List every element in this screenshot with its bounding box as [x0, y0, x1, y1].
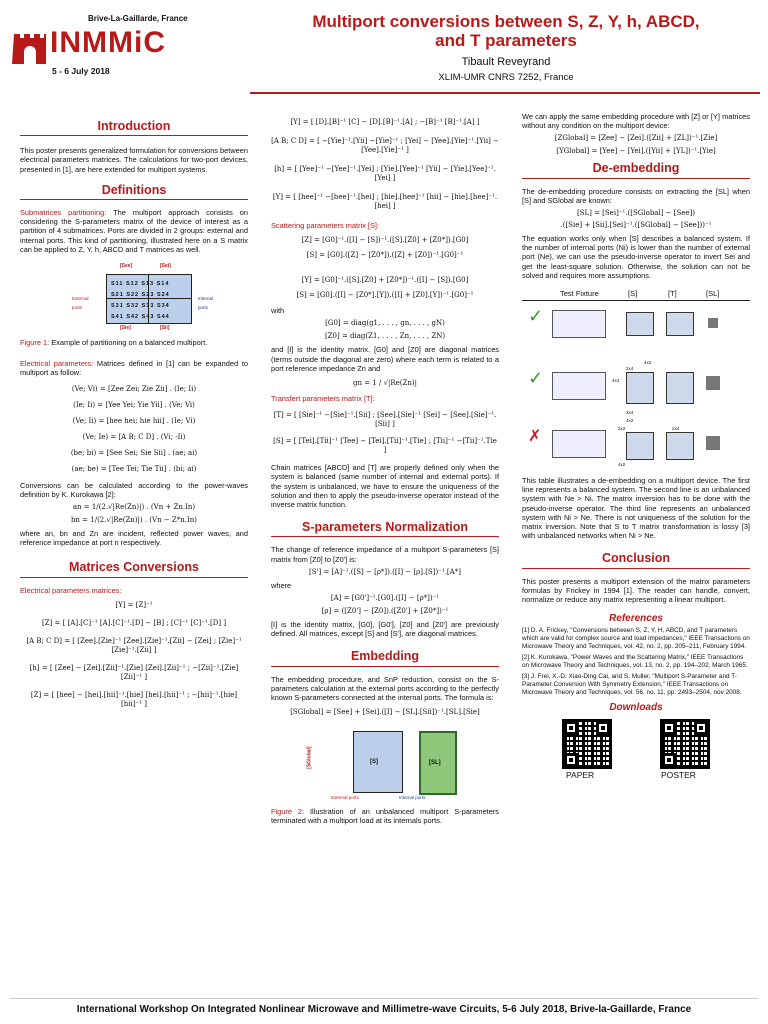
- electrical-text: Matrices defined in [1] can be expanded to multiport as follow:: [20, 359, 248, 378]
- fig1-label: Figure 1:: [20, 338, 50, 348]
- eq-abcd-from-y: [A B; C D] = [ −[Yie]⁻¹.[Yii] −[Yie]⁻¹ ; [Yei] − [Yee].[Yie]⁻¹.[Yii] −[Yee].[Yie]⁻¹ ]: [271, 137, 499, 154]
- section-rule: [20, 577, 248, 578]
- definition-equations: [20, 385, 248, 474]
- scattering-equations: [271, 236, 499, 300]
- poster-qr-code[interactable]: [660, 719, 710, 769]
- references-list: [522, 627, 750, 697]
- references-heading: References: [609, 613, 663, 625]
- with-equations: [271, 319, 499, 341]
- eq-bn: bn = 1/(2.√|Re(Zn)|) . (Vn − Z*n.In): [70, 516, 198, 525]
- table-text: This table illustrates a de-embedding on a multiport device. The first line represents a balanced system. The second line is an unbalanced system with Ne > Ni. The matrix inversion has to be done with the pseudo-inverse operator. The third line represents an unbalanced system with Ni > Ne. There is not uniqueness of the solution for the matrix inversion. Note that S to T matrix transformation is lossy [3] with unbalanced networks when Ni > Ne.: [522, 476, 750, 541]
- deembedding-equations: [522, 209, 750, 230]
- row1-fixture: [552, 310, 606, 338]
- conclusion-text: This poster presents a multiport extension of the matrix parameters formulas by Frickey in 1994 [1]. The reader can handle, convert, normalize or reduce any matrix representing a linear multiport.: [522, 576, 750, 605]
- header-rule: [250, 92, 760, 94]
- footer-rule: [10, 998, 758, 999]
- fig2-s-label: [S]: [370, 759, 378, 766]
- logo-dates: 5 - 6 July 2018: [52, 66, 110, 76]
- affiliation: XLIM-UMR CNRS 7252, France: [438, 72, 574, 83]
- eq-abcd-from-z: [A B; C D] = [ [Zee].[Zie]⁻¹ [Zee].[Zie]⁻¹.[Zii] − [Zei] ; [Zie]⁻¹ [Zie]⁻¹.[Zii] ]: [26, 636, 242, 654]
- author: Tibault Reveyrand: [461, 56, 551, 68]
- figure-2: [271, 723, 499, 801]
- dim-4x4: 4x4: [612, 378, 620, 384]
- eq-an: an = 1/(2.√|Re(Zn)|) . (Vn + Zn.In): [72, 503, 196, 512]
- deembedding-after: The equation works only when [S] describes a balanced system. If the number of internal ports (Ni) is lower than the number of external port (Ne), we can use the pseudo-inverse operator to invert Sei and get the least-square solution. Otherwise, the solution can not be solved and requires more assumptions.: [522, 234, 750, 280]
- figure-2-caption: [271, 807, 499, 825]
- eq-rho: [ρ] = ([Z0'] − [Z0]).([Z0'] + [Z0*])⁻¹: [321, 607, 449, 616]
- section-heading-definitions: Definitions: [101, 182, 167, 197]
- eq-abcd: (Ve; Ie) = [A B; C D] . (Vi; -Ii): [82, 432, 186, 441]
- chain-text: Chain matrices [ABCD] and [T] are properly defined only when the system is balanced (same number of internal and external ports). If the system is unbalanced, we have to ensure the uniqueness of the solution and then to apply the pseudo-inverse operator instead of the inverse matrix function.: [271, 463, 499, 510]
- introduction-text: This poster presents generalized formulation for conversions between electrical parameters matrices. The calculations for two-port devices, presented in [1], are here extended for multiport systems.: [20, 146, 248, 174]
- footer-text: International Workshop On Integrated Nonlinear Microwave and Millimetre-wave Circuits, 5-6 July 2018, Brive-la-Gaillarde, France: [76, 1004, 692, 1015]
- section-rule: [522, 568, 750, 569]
- dim-2x4-c: 2x4: [672, 426, 680, 432]
- section-rule: [20, 199, 248, 200]
- row2-s-cells: [626, 372, 654, 404]
- eq-sl-2: .([Sie] + [Sii].[Sei]⁻¹.([SGlobal] − [See]))⁻¹: [560, 221, 712, 230]
- figure-1-caption: [20, 338, 248, 347]
- col2-top-equations: [271, 118, 499, 211]
- eq-s: (be; bi) = [See Sei; Sie Sii] . (ae; ai): [70, 448, 198, 457]
- eq-z: (Ve; Vi) = [Zee Zei; Zie Zii] . (Ie; Ii): [71, 384, 197, 393]
- fig2-label: Figure 2:: [271, 807, 305, 817]
- eq-t: (ae; be) = [Tee Tei; Tie Tii] . (bi; ai): [71, 464, 197, 473]
- eq-z0: [Z0] = diag(Z1, . . . , Zn, . . . , ZN): [324, 332, 446, 341]
- eq-s-from-y: [S] = [G0].([I] − [Z0*].[Y]).([I] + [Z0].[Y])⁻¹.[G0]⁻¹: [296, 291, 474, 300]
- row3-fixture: [552, 430, 606, 458]
- kurokawa-equations: [20, 503, 248, 525]
- eq-t-from-s: [T] = [ [Sie]⁻¹ −[Sie]⁻¹.[Sii] ; [See].[Sie]⁻¹ [Sei] − [See].[Sie]⁻¹.[Sii] ]: [273, 411, 497, 429]
- eq-z-from-abcd: [Z] = [ [A].[C]⁻¹ [A].[C]⁻¹.[D] − [B] ; [C]⁻¹ [C]⁻¹.[D] ]: [41, 618, 227, 627]
- eq-h: (Ve; Ii) = [hee hei; hie hii] . (Ie; Vi): [72, 416, 196, 425]
- matrices-sub-label: Electrical parameters matrices:: [20, 585, 122, 595]
- eq-z-from-s: [Z] = [G0]⁻¹.([I] − [S])⁻¹.([S].[Z0] + [Z0*]).[G0]: [301, 236, 469, 245]
- column-2: [271, 114, 499, 826]
- row1-sl-cell: [708, 318, 718, 328]
- eq-zglobal: [ZGlobal] = [Zee] − [Zei].([Zii] + [ZL])⁻¹.[Zie]: [554, 134, 718, 143]
- deembedding-text: The de-embedding procedure consists on extracting the [SL] when [S] and SGlobal are known:: [522, 186, 750, 205]
- row2-fixture: [552, 372, 606, 400]
- poster-title: [256, 12, 756, 50]
- col3-intro-text: We can apply the same embedding procedure with [Z] or [Y] matrices without any condition on the multiport device:: [522, 112, 750, 131]
- conference-logo: [8, 14, 208, 84]
- table-header-s: [S]: [628, 289, 638, 299]
- fig2-int-label: Internal ports: [399, 795, 426, 801]
- submatrices-text: The multiport approach consists on considering the S-parameters matrix of the device of interest as a partition of 4 submatrices. Ports are divided in 2 groups: external and internal ports. This kind of partitioning, illustrated here on a S matrix can be applied to Z, Y, h, ABCD and T matrices as well.: [20, 208, 248, 254]
- fig1-matrix: S11 S12 S13 S14 S21 S22 S23 S24 S31 S32 S33 S34 S41 S42 S43 S44: [106, 274, 192, 324]
- kurokawa-text: Conversions can be calculated according to the power-waves definition by K. Kurokawa [2]:: [20, 480, 248, 499]
- transfert-label: Transfert parameters matrix [T]:: [271, 394, 375, 404]
- paper-qr-code[interactable]: [562, 719, 612, 769]
- eq-a: [A] = [G0']⁻¹.[G0].([I] − [ρ*])⁻¹: [330, 594, 440, 603]
- eq-sglobal: [SGlobal] = [See] + [Sei].([I] − [SL].[Sii])⁻¹.[SL].[Sie]: [290, 708, 480, 717]
- fig2-sglobal-label: [SGlobal]: [306, 746, 313, 769]
- section-heading-embedding: Embedding: [350, 649, 420, 664]
- kurokawa-after: where an, bn and Zn are incident, reflected power waves, and reference impedance at port n respectively.: [20, 529, 248, 548]
- table-header-t: [T]: [668, 289, 677, 299]
- row3-sl-cell: [706, 436, 720, 450]
- figure-1: External ports Internal ports S11 S12 S13 S14 S21 S22 S23 S24 S31 S32 S33 S34 S41 S42 S43 S44 [See] [Sei] [Sie] [Sii]: [20, 262, 248, 336]
- fig2-s-block: [353, 731, 403, 793]
- eq-yglobal: [YGlobal] = [Yee] − [Yei].([Yii] + [YL])⁻¹.[Yie]: [556, 147, 716, 156]
- eq-s-prime: [S'] = [A]⁻¹.([S] − [ρ*]).([I] − [ρ].[S])⁻¹.[A*]: [309, 567, 461, 576]
- dim-2x4-a: 2x4: [626, 366, 634, 372]
- title-line-1: Multiport conversions between S, Z, Y, h, ABCD,: [312, 12, 700, 31]
- row3-t-cells: [666, 432, 694, 460]
- row2-check-icon: ✓: [528, 368, 544, 389]
- submatrices-label: Submatrices partitioning:: [20, 208, 107, 218]
- dim-2x2: 2x2: [618, 426, 626, 432]
- column-3: [522, 112, 750, 787]
- embedding-text: The embedding procedure, and SnP reduction, consist on the S-parameters calculation at the external ports according to the perfectly known S-parameters connected at the internal ports. The formula is:: [271, 674, 499, 703]
- reference-1: [1] D. A. Frickey, "Conversions between S, Z, Y, H, ABCD, and T parameters which are valid for complex source and load impedances," IEEE Transactions on Microwave Theory and Techniques, vol. 42, no. 2, pp. 205–211, February 1994.: [522, 627, 750, 651]
- fig2-sl-label: [SL]: [429, 760, 441, 767]
- dim-2x4-b: 2x4: [626, 410, 634, 416]
- eq-y: (Ie; Ii) = [Yee Yei; Yie Yii] . (Ve; Vi): [73, 400, 195, 409]
- scattering-label: Scattering parameters matrix [S]:: [271, 221, 380, 230]
- matrices-equations: [20, 601, 248, 709]
- downloads-heading: Downloads: [609, 702, 663, 714]
- table-header-sl: [SL]: [706, 289, 720, 299]
- eq-y-from-h: [Y] = [ [hee]⁻¹ −[hee]⁻¹.[hei] ; [hie].[hee]⁻¹ [hii] − [hie].[hee]⁻¹.[hei] ]: [272, 193, 498, 210]
- identity-text: and [I] is the identity matrix. [G0] and [Z0] are diagonal matrices (terms outside the diagonal are zero) where each term is related to a port reference impedance Zn and: [271, 345, 499, 373]
- eq-h-from-z: [h] = [ [Zee] − [Zei].[Zii]⁻¹.[Zie] [Zei].[Zii]⁻¹ ; −[Zii]⁻¹.[Zie] [Zii]⁻¹ ]: [29, 663, 239, 681]
- normalization-text: The change of reference impedance of a multiport S-parameters [S] matrix from [Z0] to [Z0'] is:: [271, 545, 499, 564]
- section-heading-deembedding: De-embedding: [592, 161, 680, 176]
- section-rule: [20, 135, 248, 136]
- reference-3: [3] J. Frei, X.-D. Xiao-Ding Cai, and S. Muller, "Multiport S-Parameter and T-Parameter Conversion With Symmetry Extension," IEEE Transactions on Microwave Theory and Techniques, vol. 56, no. 11, pp. 2493–2504, nov 2008.: [522, 673, 742, 697]
- normalization-after: [I] is the identity matrix, [G0], [G0'], [Z0] and [Z0'] are previously defined. All matrices, except [S] and [S'], are diagonal matrices.: [271, 620, 499, 639]
- row2-sl-cell: [706, 376, 720, 390]
- fig2-text: Illustration of an unbalanced multiport S-parameters terminated with a multiport load at its internals ports.: [271, 807, 500, 826]
- castle-icon: [12, 26, 48, 66]
- eq-g0: [G0] = diag(g1, . . . , gn, . . . , gN): [325, 319, 445, 328]
- column-1: [20, 118, 248, 718]
- row1-s-cells: [626, 312, 654, 336]
- eq-s-from-z: [S] = [G0].([Z] − [Z0*]).([Z] + [Z0])⁻¹.[G0]⁻¹: [306, 251, 464, 260]
- section-rule: [271, 666, 499, 667]
- where-word: where: [271, 580, 292, 590]
- section-heading-introduction: Introduction: [97, 119, 171, 133]
- logo-place: Brive-La-Gaillarde, France: [88, 14, 188, 23]
- eq-h-from-y: [h] = [ [Yee]⁻¹ −[Yee]⁻¹.[Yei] ; [Yie].[Yee]⁻¹ [Yii] − [Yie].[Yee]⁻¹.[Yei] ]: [274, 165, 496, 182]
- row1-t-cells: [666, 312, 694, 336]
- eq-y-from-z: [Y] = [Z]⁻¹: [115, 600, 153, 609]
- eq-z-from-h: [Z] = [ [hee] − [hei].[hii]⁻¹.[hie] [hei].[hii]⁻¹ ; −[hii]⁻¹.[hie] [hii]⁻¹ ]: [30, 690, 238, 708]
- poster-label[interactable]: POSTER: [661, 769, 696, 780]
- section-heading-conclusion: Conclusion: [601, 551, 671, 566]
- logo-name: INMMiC: [50, 26, 166, 59]
- col3-intro-equations: [522, 134, 750, 156]
- downloads-area: [522, 717, 750, 787]
- fig2-ext-label: External ports: [331, 795, 359, 801]
- row3-cross-icon: ✗: [528, 428, 542, 446]
- fig1-int-label: Internal ports: [198, 296, 214, 311]
- dim-4x2-c: 4x2: [618, 462, 626, 468]
- where-equations: [271, 594, 499, 616]
- section-rule: [271, 536, 499, 537]
- eq-sl-1: [SL] = [Sei]⁻¹.([SGlobal] − [See]): [576, 209, 696, 218]
- row2-t-cells: [666, 372, 694, 404]
- dim-4x2-a: 4x2: [644, 360, 652, 366]
- with-word: with: [271, 306, 285, 316]
- deembedding-table: [522, 288, 750, 470]
- eq-y-from-abcd: [Y] = [ [D].[B]⁻¹ [C] − [D].[B]⁻¹.[A] ; −[B]⁻¹ [B]⁻¹.[A] ]: [290, 118, 480, 126]
- eq-gn: gn = 1 / √|Re(Zn)|: [353, 379, 417, 388]
- electrical-paragraph: [20, 359, 248, 377]
- fig2-sl-block: [419, 731, 457, 795]
- electrical-label: Electrical parameters:: [20, 359, 94, 369]
- table-header-fixture: Test Fixture: [560, 289, 599, 299]
- submatrices-paragraph: [20, 208, 248, 254]
- fig1-text: Example of partitioning on a balanced multiport.: [51, 338, 208, 348]
- fig1-ext-label: External ports: [72, 296, 89, 311]
- eq-y-from-s: [Y] = [G0]⁻¹.([S].[Z0] + [Z0*])⁻¹.([I] − [S]).[G0]: [301, 276, 469, 285]
- dim-4x2-b: 4x2: [626, 418, 634, 424]
- section-heading-normalization: S-parameters Normalization: [301, 520, 469, 535]
- reference-2: [2] K. Kurokawa, "Power Waves and the Scattering Matrix," IEEE Transactions on Microwave Theory and Techniques, vol. 13, no. 2, pp. 194–202, March 1965.: [522, 654, 748, 670]
- row1-check-icon: ✓: [528, 306, 544, 327]
- transfert-equations: [271, 411, 499, 455]
- title-line-2: and T parameters: [435, 31, 577, 50]
- row3-s-cells: [626, 432, 654, 460]
- section-rule: [522, 178, 750, 179]
- eq-s-from-t: [S] = [ [Tei].[Tii]⁻¹ [Tee] − [Tei].[Tii]⁻¹.[Tie] ; [Tii]⁻¹ −[Tii]⁻¹.Tie ]: [273, 437, 497, 455]
- section-heading-matrices: Matrices Conversions: [69, 560, 199, 575]
- paper-label[interactable]: PAPER: [566, 769, 595, 780]
